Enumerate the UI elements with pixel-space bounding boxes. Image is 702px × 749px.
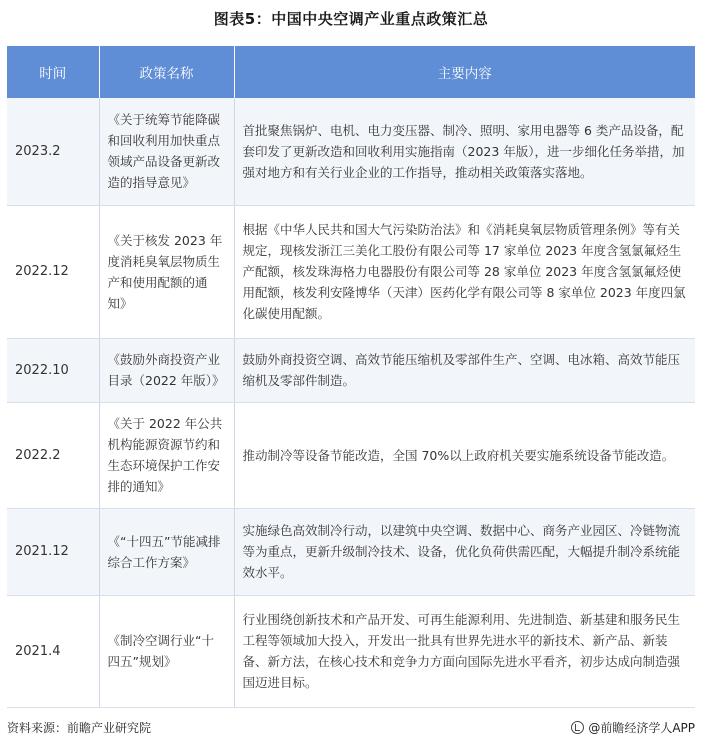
qianzhan-logo-icon [571, 721, 584, 734]
row-time: 2021.12 [7, 508, 99, 595]
row-policy-name: 《关于统筹节能降碳和回收利用加快重点领域产品设备更新改造的指导意见》 [99, 98, 234, 205]
row-content: 首批聚焦锅炉、电机、电力变压器、制冷、照明、家用电器等 6 类产品设备，配套印发了更新改造和回收利用实施指南（2023 年版），进一步细化任务举措，加强对地方和有关行业企业的工作指导，推动相关政策落实落地。 [234, 98, 695, 205]
row-content: 实施绿色高效制冷行动，以建筑中央空调、数据中心、商务产业园区、冷链物流等为重点，更新升级制冷技术、设备，优化负荷供需匹配，大幅提升制冷系统能效水平。 [234, 508, 695, 595]
row-content: 推动制冷等设备节能改造，全国 70%以上政府机关要实施系统设备节能改造。 [234, 402, 695, 508]
row-policy-name: 《制冷空调行业“十四五”规划》 [99, 595, 234, 707]
row-content: 鼓励外商投资空调、高效节能压缩机及零部件生产、空调、电冰箱、高效节能压缩机及零部件制造。 [234, 338, 695, 402]
row-time: 2022.10 [7, 338, 99, 402]
header-main-content: 主要内容 [234, 46, 695, 98]
row-time: 2022.12 [7, 205, 99, 338]
footer [7, 719, 695, 739]
row-policy-name: 《关于 2022 年公共机构能源资源节约和生态环境保护工作安排的通知》 [99, 402, 234, 508]
source-note: 资料来源：前瞻产业研究院 [7, 721, 152, 735]
row-time: 2022.2 [7, 402, 99, 508]
table-row [7, 595, 695, 707]
brand-label: @前瞻经济学人APP [588, 721, 695, 735]
table-row [7, 98, 695, 205]
table-row [7, 508, 695, 595]
row-content: 根据《中华人民共和国大气污染防治法》和《消耗臭氧层物质管理条例》等有关规定，现核发浙江三美化工股份有限公司等 17 家单位 2023 年度含氢氯氟烃生产配额，核发珠海格力电器股份有限公司等 28 家单位 2023 年度含氢氯氟烃使用配额，核发利安隆博华（天津）医药化学有限公司等 8 家单位 2023 年度四氯化碳使用配额。 [234, 205, 695, 338]
row-policy-name: 《关于核发 2023 年度消耗臭氧层物质生产和使用配额的通知》 [99, 205, 234, 338]
chart-title: 图表5：中国中央空调产业重点政策汇总 [213, 10, 489, 28]
row-time: 2021.4 [7, 595, 99, 707]
row-policy-name: 《“十四五”节能减排综合工作方案》 [99, 508, 234, 595]
table-row [7, 338, 695, 402]
header-policy-name: 政策名称 [99, 46, 234, 98]
row-policy-name: 《鼓励外商投资产业目录（2022 年版）》 [99, 338, 234, 402]
policy-table [7, 46, 695, 708]
brand-credit [571, 719, 695, 736]
table-header-row [7, 46, 695, 98]
row-content: 行业围绕创新技术和产品开发、可再生能源利用、先进制造、新基建和服务民生工程等领域加大投入，开发出一批具有世界先进水平的新技术、新产品、新装备、新方法，在核心技术和竞争力方面向国际先进水平看齐，初步达成向制造强国迈进目标。 [234, 595, 695, 707]
header-time: 时间 [7, 46, 99, 98]
row-time: 2023.2 [7, 98, 99, 205]
table-row [7, 205, 695, 338]
table-row [7, 402, 695, 508]
